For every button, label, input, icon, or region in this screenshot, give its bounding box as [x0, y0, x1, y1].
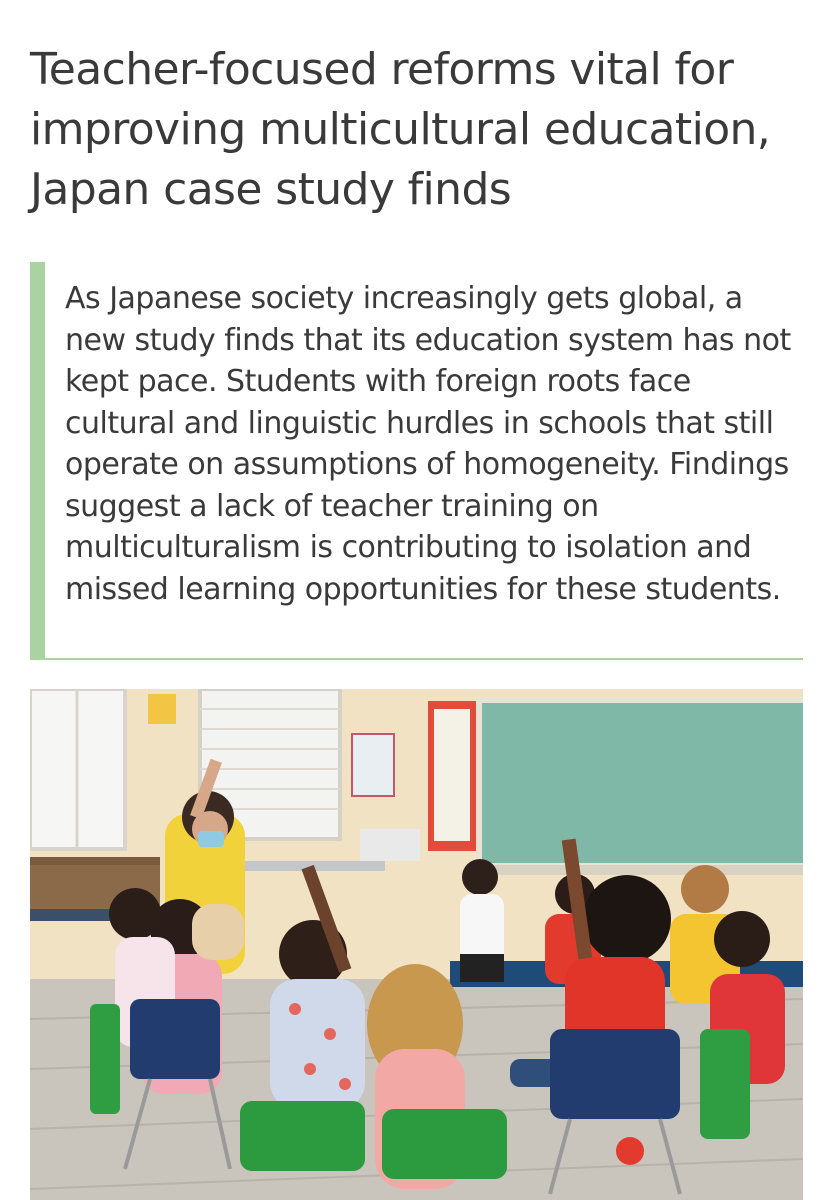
summary-text: As Japanese society increasingly gets global, a new study finds that its education system has not kept pace. Students with foreign roots face cultural and linguistic hurdles in schools that still operate on assumptions of homogeneity. Findings suggest a lack of teacher training on multiculturalism is contributing to isolation and missed learning opportunities for these students. — [65, 281, 791, 607]
summary-blockquote — [30, 262, 803, 660]
classroom-photo — [30, 689, 803, 1200]
article-headline: Teacher-focused reforms vital for improving multicultural education, Japan case study finds — [30, 44, 771, 215]
